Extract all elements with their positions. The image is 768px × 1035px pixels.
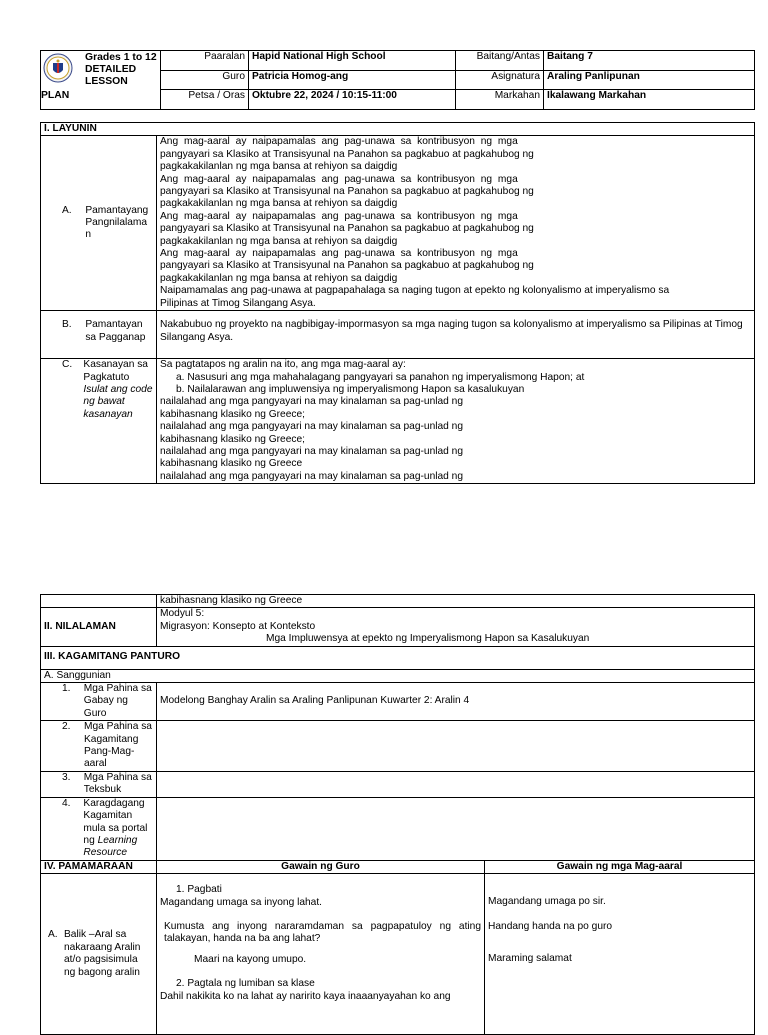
teksbuk-label: 3. Mga Pahina sa Teksbuk: [41, 771, 157, 797]
teacher-label: Guro: [161, 70, 249, 90]
karagdagang-kagamitan-label: 4. Karagdagang Kagamitan mula sa portal ng Learning Resource: [41, 797, 157, 860]
col-header-guro: Gawain ng Guro: [157, 860, 485, 873]
sanggunian-label: A. Sanggunian: [41, 669, 755, 682]
subject-value: Araling Panlipunan: [544, 70, 755, 90]
pamantayan-sa-pagganap-label: B. Pamantayan sa Pagganap: [41, 311, 157, 359]
date-value: Oktubre 22, 2024 / 10:15-11:00: [249, 90, 456, 110]
logo-cell: [41, 51, 161, 110]
deped-seal-icon: [43, 53, 73, 83]
section-title-layunin: I. LAYUNIN: [41, 123, 755, 136]
teacher-value: Patricia Homog-ang: [249, 70, 456, 90]
magaaral-activities: Magandang umaga po sir. Handang handa na po guro Maraming salamat: [485, 874, 755, 1035]
kagamitang-pang-magaaral-label: 2. Mga Pahina sa Kagamitang Pang-Mag-aaral: [41, 721, 157, 772]
grade-level-title: Grades 1 to 12 DETAILED LESSON: [85, 52, 157, 87]
subject-label: Asignatura: [456, 70, 544, 90]
quarter-label: Markahan: [456, 90, 544, 110]
layunin-table: [40, 122, 755, 484]
plan-label: PLAN: [41, 90, 70, 101]
grade-value: Baitang 7: [544, 51, 755, 71]
section-title-pamamaraan: IV. PAMAMARAAN: [41, 860, 157, 873]
kasanayan-sa-pagkatuto-text: Sa pagtatapos ng aralin na ito, ang mga mag-aaral ay: a. Nasusuri ang mga mahahalagang pangyayari sa panahon ng imperyalismong Hapon; at b. Nailalarawan ang impluwensiya ng imperyalismong Hapon sa kasalukuyan nailalahad ang mga pangyayari na may kinalaman sa pag-unlad ng kabihasnang klasiko ng Greece; nailalahad ang mga pangyayari na may kinalaman sa pag-unlad ng kabihasnang klasiko ng Greece; nailalahad ang mga pangyayari na may kinalaman sa pag-unlad ng kabihasnang klasiko ng Greece nailalahad ang mga pangyayari na may kinalaman sa pag-unlad ng: [157, 359, 755, 484]
teksbuk-value: [157, 771, 755, 797]
school-label: Paaralan: [161, 51, 249, 71]
school-value: Hapid National High School: [249, 51, 456, 71]
guro-activities: 1. Pagbati Magandang umaga sa inyong lahat. Kumusta ang inyong nararamdaman sa pagpapatuloy ng ating talakayan, handa na ba ang lahat? Maari na kayong umupo. 2. Pagtala ng lumiban sa klase Dahil nakikita ko na lahat ay naririto kaya inaaanyayahan ko ang: [157, 874, 485, 1035]
kasanayan-sa-pagkatuto-label: C. Kasanayan sa Pagkatuto Isulat ang code ng bawat kasanayan: [41, 359, 157, 484]
balik-aral-label: A. Balik –Aral sa nakaraang Aralin at/o pagsisimula ng bagong aralin: [41, 874, 157, 1035]
pamantayang-pangnilalaman-text: Ang mag-aaral ay naipapamalas ang pag-unawa sa kontribusyon ng mga pangyayari sa Klasiko at Transisyunal na Panahon sa pagkabuo at pagkahubog ng pagkakakilanlan ng mga bansa at rehiyon sa daigdig Ang mag-aaral ay naipapamalas ang pag-unawa sa kontribusyon ng mga pangyayari sa Klasiko at Transisyunal na Panahon sa pagkabuo at pagkahubog ng pagkakakilanlan ng mga bansa at rehiyon sa daigdig Ang mag-aaral ay naipapamalas ang pag-unawa sa kontribusyon ng mga pangyayari sa Klasiko at Transisyunal na Panahon sa pagkabuo at pagkahubog ng pagkakakilanlan ng mga bansa at rehiyon sa daigdig Ang mag-aaral ay naipapamalas ang pag-unawa sa kontribusyon ng mga pangyayari sa Klasiko at Transisyunal na Panahon sa pagkabuo at pagkahubog ng pagkakakilanlan ng mga bansa at rehiyon sa daigdig Naipamamalas ang pag-unawa at pagpapahalaga sa naging tugon at epekto ng kolonyalismo at imperyalismo sa Pilipinas at Timog Silangang Asya.: [157, 136, 755, 311]
kagamitang-pang-magaaral-value: [157, 721, 755, 772]
nilalaman-table: [40, 594, 755, 1035]
quarter-value: Ikalawang Markahan: [544, 90, 755, 110]
col-header-magaaral: Gawain ng mga Mag-aaral: [485, 860, 755, 873]
gabay-guro-label: 1. Mga Pahina sa Gabay ng Guro: [41, 683, 157, 721]
grade-label: Baitang/Antas: [456, 51, 544, 71]
section-title-kagamitan: III. KAGAMITANG PANTURO: [41, 646, 755, 669]
section-title-nilalaman: II. NILALAMAN: [41, 608, 157, 646]
pamantayang-pangnilalaman-label: A. Pamantayang Pangnilalama n: [41, 136, 157, 311]
date-label: Petsa / Oras: [161, 90, 249, 110]
karagdagang-kagamitan-value: [157, 797, 755, 860]
pamantayan-sa-pagganap-text: Nakabubuo ng proyekto na nagbibigay-impormasyon sa mga naging tugon sa kolonyalismo at imperyalismo sa Pilipinas at Timog Silangang Asya.: [157, 311, 755, 359]
continued-text: kabihasnang klasiko ng Greece: [157, 595, 755, 608]
nilalaman-text: Modyul 5: Migrasyon: Konsepto at Konteksto Mga Impluwensya at epekto ng Imperyalismong Hapon sa Kasalukuyan: [157, 608, 755, 646]
header-table: [40, 50, 755, 110]
gabay-guro-value: Modelong Banghay Aralin sa Araling Panlipunan Kuwarter 2: Aralin 4: [157, 683, 755, 721]
